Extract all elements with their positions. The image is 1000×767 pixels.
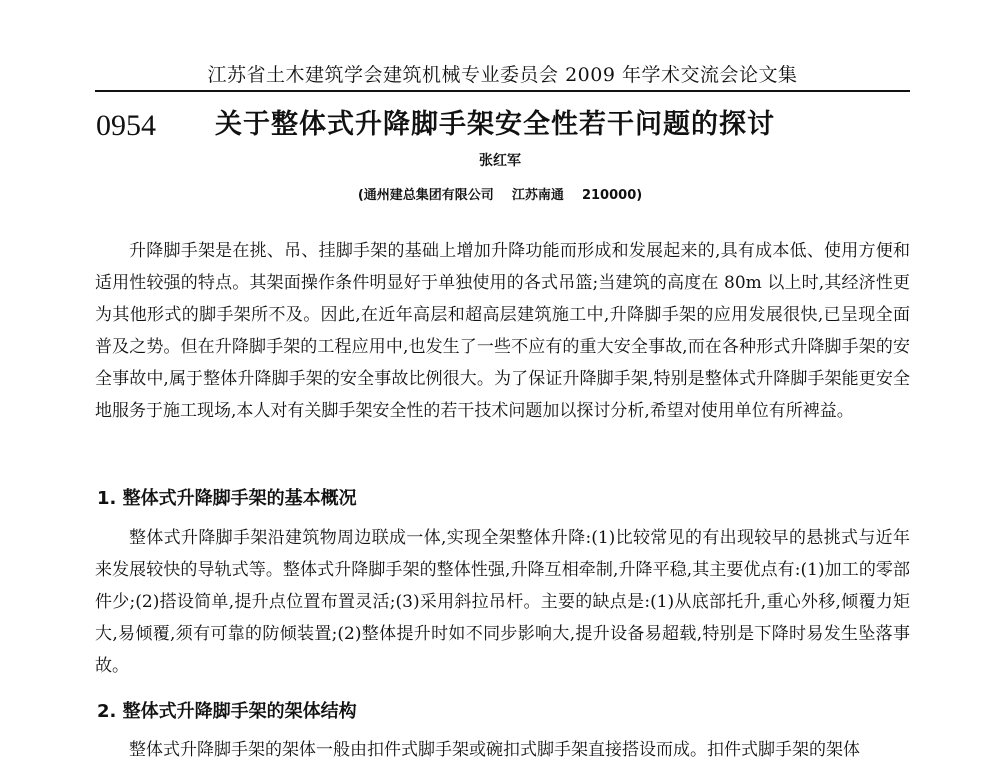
author-name: 张红军: [479, 153, 521, 169]
header-rule: [95, 90, 910, 92]
section-heading-1: 1. 整体式升降脚手架的基本概况: [97, 488, 357, 509]
section-1-paragraph: 整体式升降脚手架沿建筑物周边联成一体,实现全架整体升降:(1)比较常见的有出现较早的悬挑式与近年来发展较快的导轨式等。整体式升降脚手架的整体性强,升降互相牵制,升降平稳,其主要优点有:(1)加工的零部件少;(2)搭设简单,提升点位置布置灵活;(3)采用斜拉吊杆。主要的缺点是:(1)从底部托升,重心外移,倾覆力矩大,易倾覆,须有可靠的防倾装置;(2)整体提升时如不同步影响大,提升设备易超载,特别是下降时易发生坠落事故。: [95, 528, 910, 676]
author-affiliation: (通州建总集团有限公司 江苏南通 210000): [357, 188, 643, 203]
running-header: 江苏省土木建筑学会建筑机械专业委员会 2009 年学术交流会论文集: [207, 64, 798, 86]
intro-paragraph: 升降脚手架是在挑、吊、挂脚手架的基础上增加升降功能而形成和发展起来的,具有成本低、使用方便和适用性较强的特点。其架面操作条件明显好于单独使用的各式吊篮;当建筑的高度在 80m 以上时,其经济性更为其他形式的脚手架所不及。因此,在近年高层和超高层建筑施工中,升降脚手架的应用发展很快,已呈现全面普及之势。但在升降脚手架的工程应用中,也发生了一些不应有的重大安全事故,而在各种形式升降脚手架的安全事故中,属于整体升降脚手架的安全事故比例很大。为了保证升降脚手架,特别是整体式升降脚手架能更安全地服务于施工现场,本人对有关脚手架安全性的若干技术问题加以探讨分析,希望对使用单位有所裨益。: [95, 241, 910, 421]
section-heading-2: 2. 整体式升降脚手架的架体结构: [97, 701, 357, 722]
paper-title: 关于整体式升降脚手架安全性若干问题的探讨: [215, 109, 775, 140]
paper-number: 0954: [96, 109, 156, 142]
section-2-paragraph: 整体式升降脚手架的架体一般由扣件式脚手架或碗扣式脚手架直接搭设而成。扣件式脚手架的架体: [129, 740, 860, 760]
